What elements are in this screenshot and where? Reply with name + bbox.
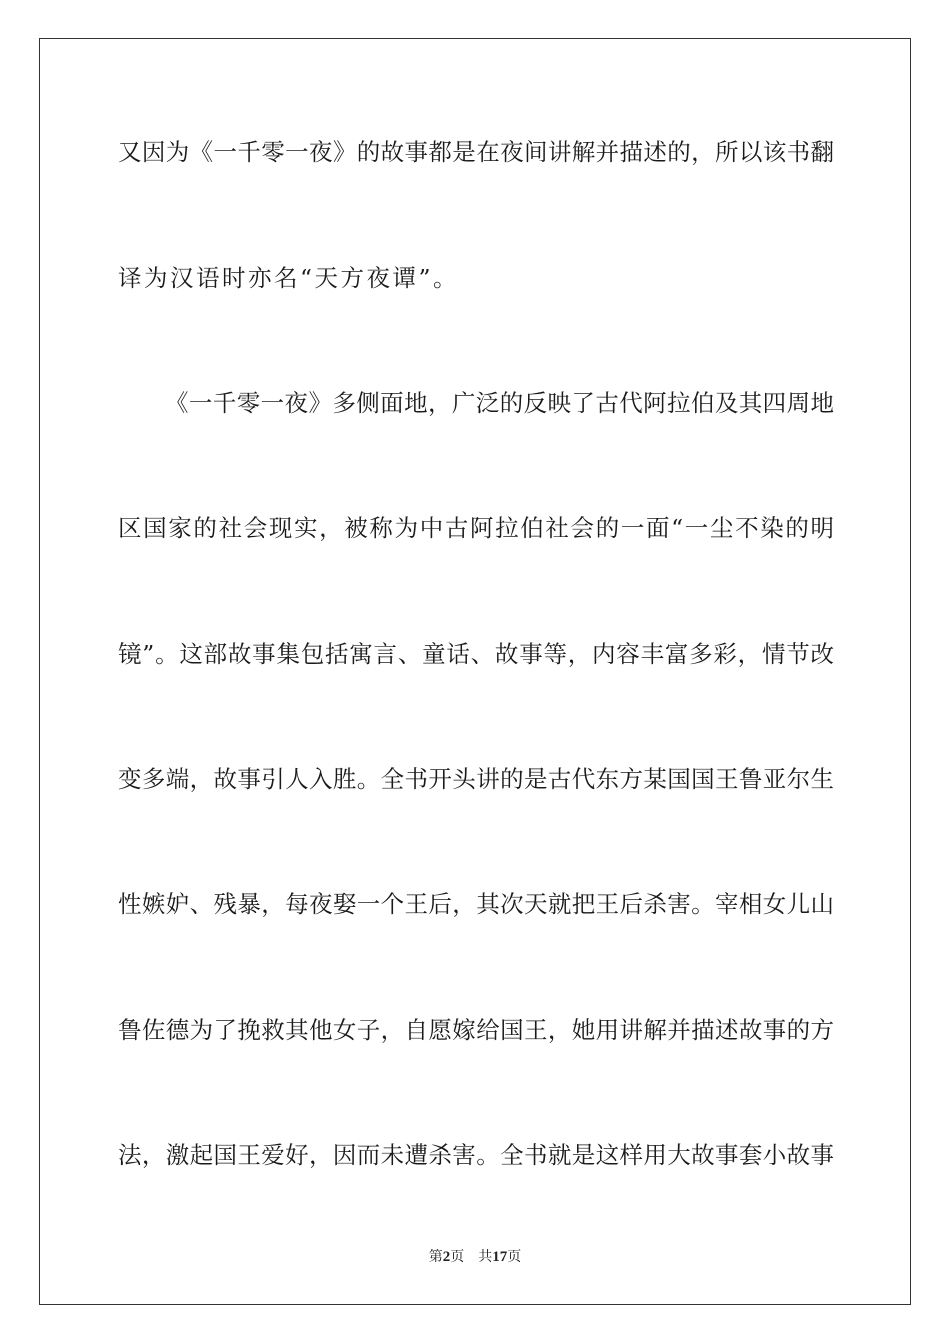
page-suffix: 页 <box>450 1249 465 1265</box>
text-line: 镜”。这部故事集包括寓言、童话、故事等，内容丰富多彩，情节改 <box>118 640 834 668</box>
page-border <box>39 38 911 1305</box>
text-line: 区国家的社会现实，被称为中古阿拉伯社会的一面“一尘不染的明 <box>118 514 834 542</box>
text-line: 法，激起国王爱好，因而未遭杀害。全书就是这样用大故事套小故事 <box>118 1141 834 1169</box>
text-line: 变多端，故事引人入胜。全书开头讲的是古代东方某国国王鲁亚尔生 <box>118 765 834 793</box>
page-footer <box>0 1248 950 1266</box>
paragraph-first-line: 《一千零一夜》多侧面地，广泛的反映了古代阿拉伯及其四周地 <box>165 389 834 417</box>
text-line: 又因为《一千零一夜》的故事都是在夜间讲解并描述的，所以该书翻 <box>118 138 834 166</box>
page-total: 17 <box>492 1249 508 1265</box>
total-suffix: 页 <box>507 1249 522 1265</box>
total-prefix: 共 <box>478 1249 493 1265</box>
text-line: 性嫉妒、残暴，每夜娶一个王后，其次天就把王后杀害。宰相女儿山 <box>118 890 834 918</box>
text-line: 译为汉语时亦名“天方夜谭”。 <box>118 264 460 292</box>
text-line: 鲁佐德为了挽救其他女子，自愿嫁给国王，她用讲解并描述故事的方 <box>118 1016 834 1044</box>
page-prefix: 第 <box>428 1249 443 1265</box>
page-number: 2 <box>442 1249 451 1265</box>
